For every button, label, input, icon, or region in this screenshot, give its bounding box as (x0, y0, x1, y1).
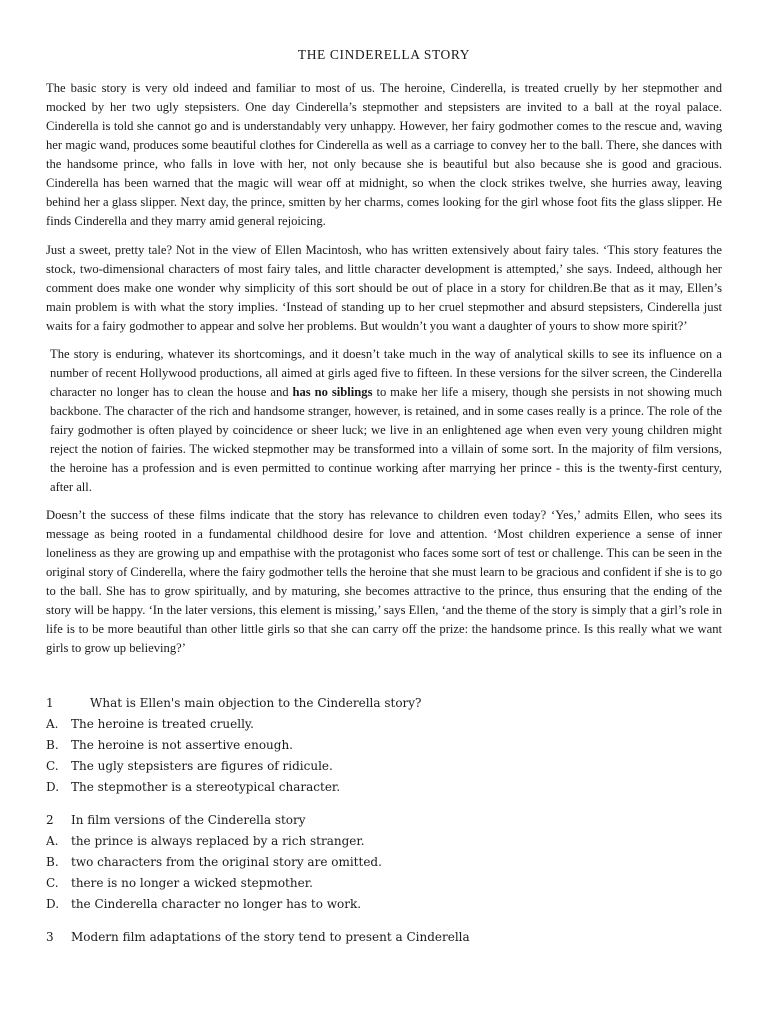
option-letter: A. (46, 717, 59, 731)
option-row (46, 735, 722, 756)
question-number: 1 (46, 696, 54, 710)
question-number: 2 (46, 813, 54, 827)
option-letter: A. (46, 834, 59, 848)
option-letter: B. (46, 738, 59, 752)
option-text: The heroine is not assertive enough. (71, 738, 293, 752)
option-row (46, 831, 722, 852)
option-letter: D. (46, 780, 60, 794)
option-letter: D. (46, 897, 60, 911)
question-text: In film versions of the Cinderella story (71, 813, 306, 827)
option-text: The heroine is treated cruelly. (71, 717, 254, 731)
option-text: The stepmother is a stereotypical character. (71, 780, 341, 794)
paragraph-2: Just a sweet, pretty tale? Not in the view of Ellen Macintosh, who has written extensively about fairy tales. ‘This story features the stock, two-dimensional characters of most fairy tales, and little character development is attempted,’ she says. Indeed, although her comment does make one wonder why simplicity of this sort should be out of place in a story for children.Be that as it may, Ellen’s main problem is with what the story implies. ‘Instead of standing up to her cruel stepmother and absurd stepsisters, Cinderella just waits for a fairy godmother to appear and solve her problems. But wouldn’t you want a daughter of yours to show more spirit?’ (46, 243, 722, 333)
paragraph-1: The basic story is very old indeed and familiar to most of us. The heroine, Cinderella, is treated cruelly by her stepmother and mocked by her two ugly stepsisters. One day Cinderella’s stepmother and stepsisters are invited to a ball at the royal palace. Cinderella is told she cannot go and is understandably very unhappy. However, her fairy godmother comes to the rescue and, waving her magic wand, produces some beautiful clothes for Cinderella as well as a carriage to convey her to the ball. There, she dances with the handsome prince, who falls in love with her, not only because she is beautiful but also because she is good and gracious. Cinderella has been warned that the magic will wear off at midnight, so when the clock strikes twelve, she hurries away, leaving behind her a glass slipper. Next day, the prince, smitten by her charms, comes looking for the girl whose foot fits the glass slipper. He finds Cinderella and they marry amid general rejoicing. (46, 81, 722, 228)
paragraph-3-bold: has no siblings (292, 385, 373, 399)
option-letter: C. (46, 876, 59, 890)
paragraph-3-text-b: to make her life a misery, though she persists in not showing much backbone. The character of the rich and handsome stranger, however, is retained, and in some cases really is a prince. The role of the fairy godmother is often played by coincidence or sheer luck; we live in an enlightened age when even very young children might reject the notion of fairies. The wicked stepmother may be transformed into a villain of some sort. In the majority of film versions, the heroine has a profession and is even permitted to continue working after marrying her prince - this is the twenty-first century, after all. (50, 385, 722, 494)
option-row (46, 852, 722, 873)
option-text: the Cinderella character no longer has to work. (71, 897, 362, 911)
question-text: What is Ellen's main objection to the Cinderella story? (90, 696, 422, 710)
option-letter: B. (46, 855, 59, 869)
option-row (46, 777, 722, 798)
page-title: THE CINDERELLA STORY (297, 47, 471, 62)
question-1 (46, 693, 722, 798)
question-1-stem (46, 693, 722, 714)
option-row (46, 873, 722, 894)
article-body (46, 79, 722, 658)
paragraph-4: Doesn’t the success of these films indicate that the story has relevance to children even today? ‘Yes,’ admits Ellen, who sees its message as being rooted in a fundamental childhood desire for love and attention. ‘Most children experience a sense of inner loneliness as they are growing up and empathise with the protagonist who faces some sort of test or challenge. This can be seen in the original story of Cinderella, where the fairy godmother tells the heroine that she must learn to be gracious and confident if she is to go to the ball. She has to grow spiritually, and by maturing, she becomes attractive to the prince, thus ensuring that the ending of the story will be happy. ‘In the later versions, this element is missing,’ says Ellen, ‘and the theme of the story is simply that a girl’s role in life is to be more beautiful than other little girls so that she can carry off the prize: the handsome prince. Is this really what we want girls to grow up believing?’ (46, 508, 722, 655)
paragraph-3-text-a: The story is enduring, whatever its shortcomings, and it doesn’t take much in the way of analytical skills to see its influence on a number of recent Hollywood productions, all aimed at girls aged five to fifteen. In these versions for the silver screen, the Cinderella character no longer has to clean the house and (50, 347, 722, 399)
option-letter: C. (46, 759, 59, 773)
question-3-stem (46, 927, 722, 948)
option-row (46, 756, 722, 777)
option-text: the prince is always replaced by a rich stranger. (71, 834, 365, 848)
question-2-stem (46, 810, 722, 831)
questions-section (46, 693, 722, 948)
option-text: The ugly stepsisters are figures of ridicule. (71, 759, 333, 773)
paragraph-3 (46, 345, 722, 497)
option-text: there is no longer a wicked stepmother. (71, 876, 313, 890)
question-2 (46, 810, 722, 915)
option-text: two characters from the original story are omitted. (71, 855, 382, 869)
question-3 (46, 927, 722, 948)
option-row (46, 714, 722, 735)
option-row (46, 894, 722, 915)
question-text: Modern film adaptations of the story tend to present a Cinderella (71, 930, 470, 944)
question-number: 3 (46, 930, 54, 944)
